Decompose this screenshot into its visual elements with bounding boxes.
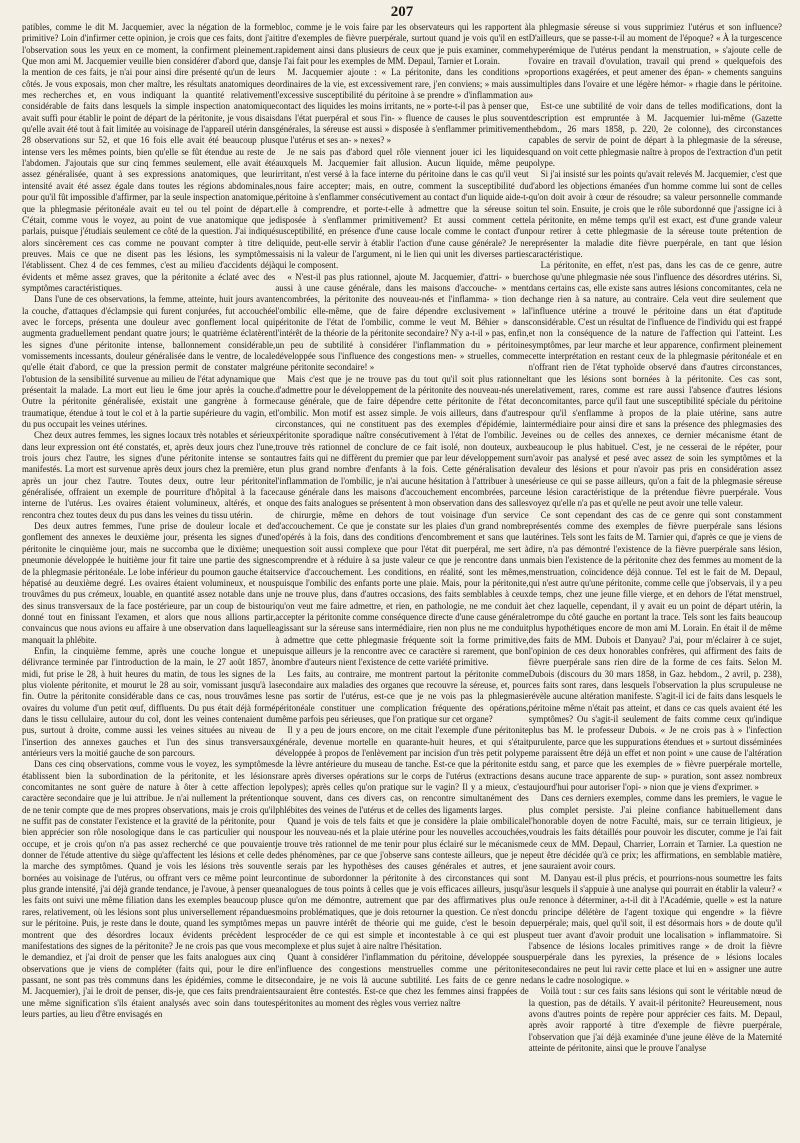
paragraph: bloc, comme je le vois faire par les observateurs qui les rapportent à titre d'exemples de fièvre puerpérale, surtout quand je vois qu'il en est rapidement ainsi dans plusieurs de ceux que je puis examiner, comme je l'ai fait pour les exemples de MM. Depaul, Tarnier et Lorain.	[275, 22, 529, 67]
paragraph: M. Danyau est-il plus précis, et pourrions-nous soumettre les faits sur lesquels il s'appuie à une analyse qui pourrait en établir la valeur? « Je renonce à déterminer, a-t-il dit à l'Académie, quelle » est la nature du principe délétère de l'agent toxique qui engendre » la fièvre puerpérale; mais, quel qu'il soit, il est désormais hors » de doute qu'il peut tuer avant d'avoir produit une localisation » inflammatoire. Si l'absence de lésions locales primitives range » de droit la fièvre puerpérale dans les pyrexies, la présence de » lésions locales secondaires ne peut lui ravir cette place et lui en » assigner une autre dans le cadre nosologique. »	[528, 872, 782, 985]
paragraph: Ce sont cependant des cas de ce genre qui sont constamment présentés comme des exemples de fièvre puerpérale sans lésions utérines. Tels sont les faits de M. Tarnier qui, d'après ce que je viens de dire, n'a pas démontré l'existence de la fièvre puerpérale sans lésion, mais bien l'existence de la péritonite chez des femmes au moment de la menstruation, coïncidence déjà connue. Tel est le fait de M. Depaul, qui n'est autre qu'une péritonite, comme celle que j'observais, il y a peu de temps, chez une jeune fille vierge, et en dehors de l'état menstruel, et chez laquelle, cependant, il y avait eu un point de départ utérin, la trompe du côté gauche en portant la trace. Tels sont les faits beaucoup plus hypothétiques encore de mon ami M. Lorain. En était il de même des faits de MM. Dubois et Danyau? J'ai, pour m'éclairer à ce sujet, l'opinion de ces deux honorables confrères, qui affirment des faits de fièvre puerpérale sans rien dire de la forme de ces faits. Selon M. Dubois (discours du 30 mars 1858, in Gaz. hebdom., 2 avril, p. 238), ces faits sont rares, dans lesquels l'observation la plus scrupuleuse ne révèle aucune altération manifeste. S'agit-il ici de faits dans lesquels le péritoine même n'était pas atteint, et dans ce cas quels avaient été les symptômes? Ou s'agit-il seulement de faits comme ceux qu'indique plus bas M. le professeur Dubois. « Je ne crois pas à » l'infection purulente, parce que les suppurations étendues et » surtout disséminées me paraissent être déjà un effet et non point » une cause de l'altération du sang, et parce que les exemples de » fièvre puerpérale mortelle, sans aucune trace apparente de sup- » puration, sont assez nombreux aujourd'hui pour autoriser l'opi- » nion que je viens d'exprimer. »	[528, 509, 782, 793]
paragraph: la phlegmasie séreuse si vous supprimiez l'utérus et son influence? D'ailleurs, que se passe-t-il au moment de l'époque? « À la turgescence hyperémique de l'utérus pendant la menstruation, » s'ajoute celle de l'ovaire en travail d'ovulation, travail qui prend » quelquefois des proportions exagérées, et peut amener des épan- » chements sanguins multiples dans l'ovaire et une légère hémor- » rhagie dans le péritoine. »	[528, 22, 782, 101]
paragraph: Chez deux autres femmes, les signes locaux très notables et sérieux dans leur expression ont été constatés, et, après deux jours chez l'une, trois jours chez l'autre, les signes d'une péritonite intense se sont manifestés. La mort est survenue après deux jours chez la première, et après un jour chez l'autre. Toutes deux, outre leur péritonite généralisée, offraient un exemple de pourriture d'hôpital à la face interne de l'utérus. Les ovaires étaient volumineux, altérés, et on rencontra chez toutes deux du pus dans les veines du tissu utérin.	[22, 430, 276, 520]
paragraph: Quant à considérer l'inflammation du péritoine, développée sous l'influence des congestions menstruelles comme une péritonite secondaire, je ne vois là aucune subtilité. Les faits de ce genre ne sauraient être contestés. Est-ce que chez les femmes ainsi frappées de péritonites au moment des règles vous verriez naître	[275, 952, 529, 1008]
paragraph: Les faits, au contraire, me montrent partout la péritonite comme secondaire aux maladies des organes que recouvre la séreuse, et, pour ne pas sortir de l'utérus, est-ce que je ne vois pas la phlegmasie péritonéale constituer une complication fréquente des opérations, même parfois peu sérieuses, que l'on pratique sur cet organe?	[275, 668, 529, 724]
paragraph: Il y a peu de jours encore, on me citait l'exemple d'une péritonite générale, devenue mortelle en quarante-huit heures, et qui s'était développée à propos de l'enlèvement par incision d'un très petit polype de la lèvre antérieure du museau de tanche. Est-ce que la péritonite est rare après diverses opérations sur le corps de l'utérus (extractions de polypes); après celles qu'on pratique sur le vagin? Il y a mieux, c'est que souvent, dans ces divers cas, on rencontre simultanément des phlébites des veines de l'utérus et de celles des ligaments larges.	[275, 725, 529, 815]
paragraph: Des deux autres femmes, l'une prise de douleur locale et de gonflement des annexes le deuxième jour, présenta les signes d'une péritonite le cinquième jour, mais ne succomba que le dixième; une pneumonie développée le huitième jour fit taire une partie des signes de la phlegmasie péritonéale. Le lobe inférieur du poumon gauche était hépatisé au deuxième degré. Les ovaires étaient volumineux, et nous trouvâmes du pus crémeux, louable, en quantité assez notable dans un des sinus transversaux de la face postérieure, par un coup de bistouri donné tout en finissant l'examen, et alors que nous allions partir, convaincus que nous avions eu affaire à une observation dans laquelle manquait la phlébite.	[22, 521, 276, 645]
paragraph: Mais c'est que je ne trouve pas du tout qu'il soit plus rationnel d'admettre pour le développement de la péritonite des nouveau-nés une cause générale, que de faire dépendre cette péritonite de l'état de l'ombilic. Mon motif est assez simple. Je vois ailleurs, dans d'autres circonstances, qui ne constituent pas des exemples d'épidémie, la péritonite sporadique naître consécutivement à l'état de l'ombilic. Je trouve très rationnel de conclure de ce fait isolé, non douteux, aux autres faits qui ne diffèrent du premier que par leur développement sur un plus grand nombre d'enfants à la fois. Cette généralisation de l'inflammation de l'ombilic, je n'ai aucune hésitation à l'attribuer à une cause générale dans les maisons d'accouchement encombrées, parce que des faits analogues se présentent à mon observation dans des salles de chirurgie, même en dehors de tout voisinage d'un service d'accouchement. Ce que je constate sur les plaies d'un grand nombre d'opérés à la fois, dans des conditions d'encombrement et sans que la question soit aussi complexe que pour l'état dit puerpéral, me sert à comprendre et à réduire à sa juste valeur ce que je rencontre dans un service d'accouchement. Les conditions, en réalité, sont les mêmes, puisque l'ombilic des enfants porte une plaie. Mais, pour la péritonite, je ne trouve plus, dans d'autres occasions, des faits semblables à ceux qu'on veut me faire admettre, et rien, en pathologie, ne me conduit à accepter la péritonite comme conséquence directe d'une cause générale agissant sur la séreuse sans intermédiaire, rien non plus ne me conduit à admettre que cette phlegmasie fréquente soit la forme primitive, puisque ailleurs je la rencontre avec ce caractère si rarement, que bon nombre d'auteurs nient l'existence de cette variété primitive.	[275, 373, 529, 668]
paragraph: patibles, comme le dit M. Jacquemier, avec la négation de la forme primitive? Loin d'infirmer cette opinion, je crois que ces faits, dont j'ai l'observation sous les yeux en ce moment, la confirment pleinement. Que mon ami M. Jacquemier veuille bien considérer d'abord que, dans la mention de ces faits, je n'ai pour ainsi dire présenté qu'un de leurs côtés. Je vous exposais, mon cher maître, les résultats anatomiques de mes recherches et, en vous indiquant la quantité relativement considérable de faits dans lesquels la simple inspection anatomique avait suffi pour établir le point de départ de la péritonite, je vous disais qu'elle avait été tout à fait limitée au voisinage de l'appareil utérin dans 28 observations sur 52, et que 16 fois elle avait été beaucoup plus intense vers les mêmes points, bien qu'elle se fût étendue au reste de l'abdomen. J'ajoutais que sur cinq femmes seulement, elle avait été assez généralisée, quant à ses expressions anatomiques, que leur intensité avait été assez égale dans toutes les régions abdominales, pour qu'il fût impossible d'affirmer, par la seule inspection anatomique, que la phlegmasie péritonéale avait eu tel ou tel point de départ. C'était, comme vous le voyez, au point de vue anatomique que je parlais, puisque j'étudiais seulement ce côté de la question. J'ai indiqué alors sincèrement ces cas comme ne pouvant compter à titre de preuves. Mais ce que ne disent pas les lésions, les symptômes l'établissent. Chez 4 de ces femmes, c'est au milieu d'accidents déjà évidents et même assez graves, que la péritonite a éclaté avec des symptômes caractéristiques.	[22, 22, 276, 293]
paragraph: Je ne sais pas d'abord quel rôle viennent jouer ici les liquides auxquels M. Jacquemier fait allusion. Aucun liquide, même peu irritant, n'est versé à la face interne du péritoine dans le cas qu'il veut nous faire accepter; mais, en outre, comment la susceptibilité du péritoine à s'enflammer consécutivement au contact d'un liquide aide-t-elle à comprendre, et porte-t-elle à admettre que la séreuse soit disposée à s'enflammer primitivement? Et aussi comment cette susceptibilité, en présence d'une cause locale comme le contact d'un liquide, peut-elle servir à établir l'action d'une cause générale? Je ne saisis ni la valeur de l'argument, ni le lien qui unit les diverses parties qui le composent.	[275, 146, 529, 271]
paragraph: Dans ces cinq observations, comme vous le voyez, les symptômes établissent bien la subordination de la péritonite, et les lésions concomitantes ne sont guère de nature à ôter à cette affection le caractère secondaire que je lui attribue. Je n'ai nullement la prétention de ne tenir compte que de mes propres observations, mais je crois qu'il ne suffit pas de constater l'existence et la gravité de la péritonite, pour bien apprécier son rôle nosologique dans le cas particulier qui nous occupe, et je crois qu'on n'a pas assez recherché ce que pouvaient donner de l'étude attentive du siège qu'affectent les lésions et celle de la marche des symptômes. Quand je vois les lésions très souvent bornées au voisinage de l'utérus, ou offrant vers ce même point leur plus grande intensité, j'ai déjà grande tendance, je l'avoue, à penser que les faits ont suivi une même filiation dans les exemples beaucoup plus rares, relativement, où les lésions sont plus universellement répandues sur le péritoine. Puis, je reste dans le doute, quand les symptômes me montrent que des désordres locaux évidents précèdent les manifestations des signes de la péritonite? Je ne crois pas que vous me le demandiez, et j'ai droit de penser que les faits analogues aux cinq observations que je viens de compléter (faits qui, pour le dire en passant, ne sont pas très communs dans les épidémies, comme le dit M. Jacquemier), j'ai le droit de penser, dis-je, que ces faits prendraient une même signification s'ils étaient analysés avec soin dans toutes leurs parties, au lieu d'être envisagés en	[22, 759, 276, 1019]
paragraph: M. Jacquemier ajoute : « La péritonite, dans les conditions » ordinaires de la vie, est excessivement rare, j'en conviens; » mais aussi l'excessive susceptibilité du péritoine à se prendre » d'inflammation au contact des liquides les moins irritants, ne » porte-t-il pas à penser que, dans l'état puerpéral et sous l'in- » fluence de causes le plus souvent générales, la séreuse est aussi » disposée à s'enflammer primitivement que l'utérus et ses an- » nexes? »	[275, 67, 529, 146]
paragraph: Enfin, la cinquième femme, après une couche longue et une délivrance terminée par l'introduction de la main, le 27 août 1857, à midi, fut prise le 28, à huit heures du matin, de tous les signes de la plus violente péritonite, et mourut le 28 au soir, vomissant jusqu'à la fin. Outre la péritonite considérable dans ce cas, nous trouvâmes les ovaires du volume d'un petit œuf, diffluents. Du pus était déjà formé dans le tissu cellulaire, autour du col, dont les veines contenaient du pus, surtout à droite, comme aussi les veines situées au niveau de l'insertion des annexes gauches et l'un des sinus transversaux antérieurs vers la moitié gauche de son parcours.	[22, 645, 276, 758]
right-column	[529, 22, 782, 1140]
text-columns	[22, 22, 782, 1140]
paragraph: Est-ce une subtilité de voir dans de telles modifications, dont la description est empruntée à M. Jacquemier lui-même (Gazette hebdom., 26 mars 1858, p. 220, 2e colonne), des circonstances capables de servir de point de départ à la phlegmasie de la séreuse, quand on voit cette phlegmasie naître à propos de l'extraction d'un petit polype.	[528, 101, 782, 169]
paragraph: Si j'ai insisté sur les points qu'avait relevés M. Jacquemier, c'est que d'abord les objections émanées d'un homme comme lui sont de celles qu'on doit avoir à cœur de résoudre; sa valeur personnelle commande un tel soin. Ensuite, je crois que le rôle subordonné que j'assigne ici à la péritonite, en même temps qu'il est exact, est d'une grande valeur pour retirer à cette phlegmasie de la séreuse toute prétention de représenter la maladie dite fièvre puerpérale, en tant que lésion caractéristique.	[528, 169, 782, 259]
paragraph: La péritonite, en effet, n'est pas, dans les cas de ce genre, autre chose qu'une phlegmasie née sous l'influence des désordres utérins. Si, dans certains cas, elle existe sans autres lésions concomitantes, cela ne change rien à sa nature, au contraire. Cela veut dire seulement que l'influence utérine a trouvé le péritoine dans un état d'aptitude considérable. C'est un résultat de l'influence de l'individu qui est frappé et non la conséquence de la nature de l'affection qui l'atteint. Les symptômes, par leur marche et leur apparence, confirment pleinement cette interprétation en restant ceux de la phlegmasie péritonéale et en n'offrant rien de l'état typhoïde observé dans d'autres circonstances, tant que les lésions sont bornées à la péritonite. Ces cas sont, relativement, rares, comme est rare aussi l'absence d'autres lésions concomitantes, parce qu'il faut une susceptibilité spéciale du péritoine pour qu'il s'enflamme à propos de la plaie utérine, sans autre intermédiaire pour ainsi dire et sans la présence des phlegmasies des veines ou de celles des annexes, ce dernier mécanisme étant de beaucoup le plus habituel. C'est, je ne cesserai de le répéter, pour n'avoir pas analysé et pesé avec assez de soin les symptômes et la valeur des lésions et pour n'avoir pas pris en considération assez sérieuse ce qui se passe ailleurs, qu'on a fait de la phlegmasie séreuse une lésion caractéristique de la prétendue fièvre puerpérale. Vous voyez qu'elle n'a pas et qu'elle ne peut avoir une telle valeur.	[528, 260, 782, 509]
paragraph: Dans l'une de ces observations, la femme, atteinte, huit jours avant la couche, d'attaques d'éclampsie qui furent conjurées, fut accouchée avec le forceps, présenta une douleur avec gonflement local qui augmenta graduellement pendant quatre jours; le quatrième éclatèrent les signes d'une péritonite intense, ballonnement considérable, vomissements incessants, douleur généralisée dans le ventre, de locale qu'elle était d'abord, ce que la pression permit de constater malgré l'obtusion de la sensibilité survenue au milieu de l'état adynamique que présentait la malade. La mort eut lieu le 6me jour après la couche. Outre la péritonite généralisée, existait une gangrène à forme traumatique, étendue à tout le col et à la partie supérieure du vagin, et du pus occupait les veines utérines.	[22, 294, 276, 430]
paragraph: Voilà tout : sur ces faits sans lésions qui sont le véritable nœud de la question, pas de détails. Y avait-il péritonite? Heureusement, nous avons d'autres points de repère pour apprécier ces faits. M. Depaul, après avoir rapporté à titre d'exemple de fièvre puerpérale, l'observation que j'ai déjà examinée d'une jeune élève de la Maternité atteinte de péritonite, ainsi que le prouve l'analyse	[528, 986, 782, 1053]
page-number: 207	[390, 4, 414, 20]
middle-column	[275, 22, 528, 1140]
paragraph: « N'est-il pas plus rationnel, ajoute M. Jacquemier, d'attri- » buer aussi à une cause générale, dans les maisons d'accouche- » ment encombrées, la péritonite des nouveau-nés et l'inflamma- » tion de l'ombilic elle-même, que de faire dépendre exclusivement » la péritonite de l'état de l'ombilic, comme le veut M. Béhier » dans l'intérêt de la théorie de la péritonite secondaire? N'y a-t-il » pas, enfin, un peu de subtilité à considérer l'inflammation du » péritoine développée sous l'influence des congestions men- » struelles, comme une péritonite secondaire! »	[275, 271, 529, 373]
paragraph: Dans ces derniers exemples, comme dans les premiers, le vague le plus complet persiste. J'ai pleine confiance habituellement dans l'honorable doyen de notre Faculté, mais, sur ce terrain litigieux, je voudrais les faits détaillés pour pouvoir les discuter, comme je l'ai fait de ceux de MM. Depaul, Charrier, Lorrain et Tarnier. La question ne peut être décidée qu'à ce prix; les affirmations, en semblable matière, ne sauraient avoir cours.	[528, 793, 782, 872]
paragraph: Quand je vois de tels faits et que je considère la plaie ombilicale pour les nouveau-nés et la plaie utérine pour les nouvelles accouchées, je trouve très rationnel de me tenir pour plus éclairé sur le mécanisme des phénomènes, par ce que j'observe sans conteste ailleurs, que je ne le serais par les hypothèses des causes générales et autres, et je continue de subordonner la péritonite à des circonstances qui sont analogues de tous points à celles que je vois efficaces ailleurs, jusqu'à ce qu'on me démontre, autrement que par des affirmatives plus ou moins problématiques, que je dois retourner la question. Ce n'est donc pas un pauvre intérêt de théorie qui me guide, c'est le besoin de procéder de ce qui est simple et incontestable à ce qui est plus complexe et plus sujet à aire naître l'hésitation.	[275, 816, 529, 951]
left-column	[22, 22, 275, 1140]
